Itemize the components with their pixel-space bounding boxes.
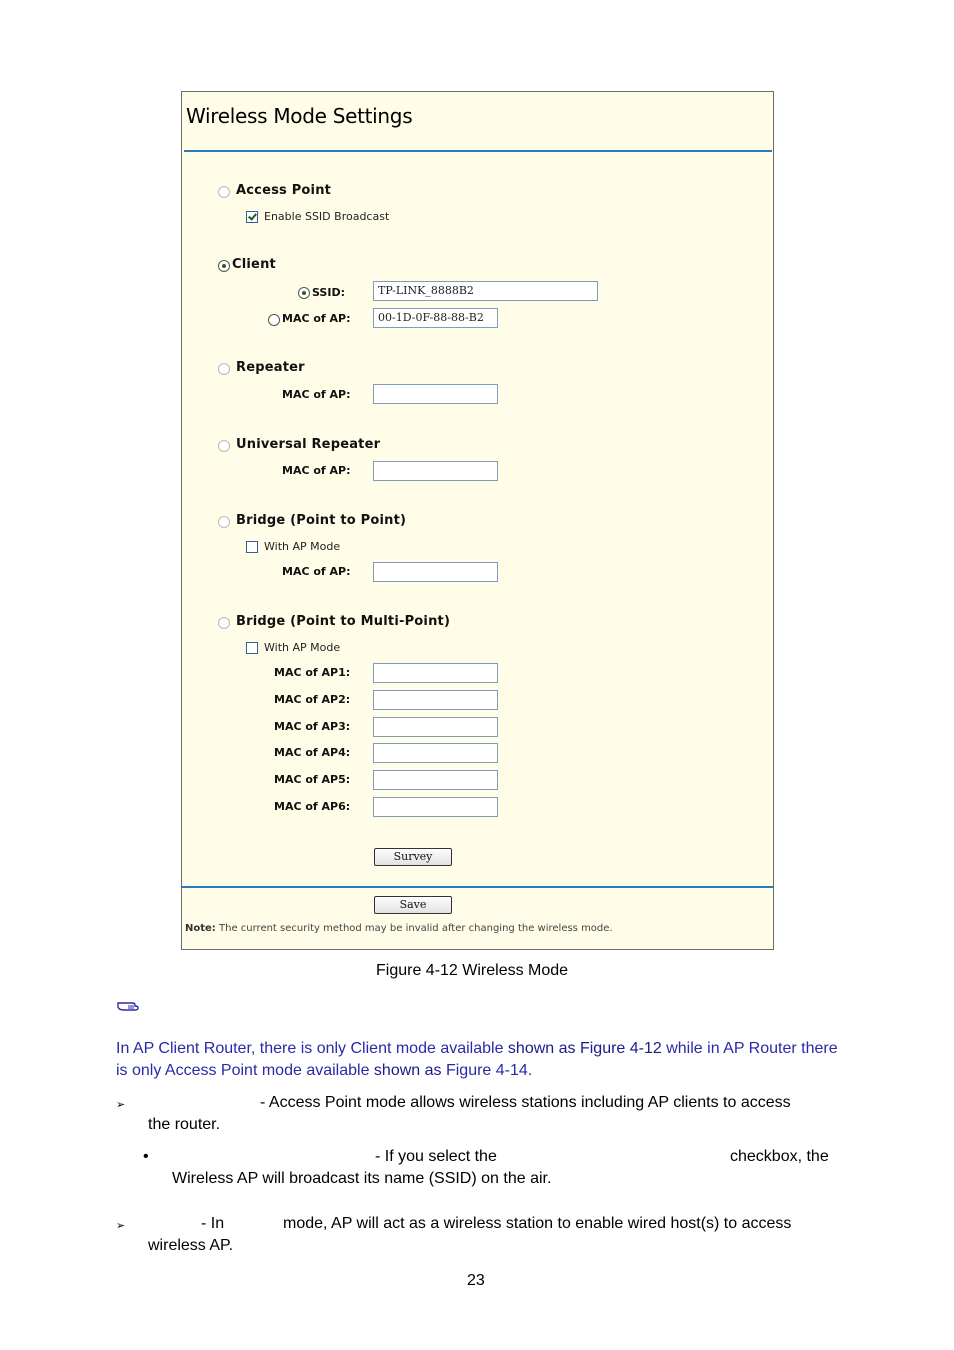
figure-caption: Figure 4-12 Wireless Mode: [376, 962, 569, 979]
bridge-p2p-mac-input[interactable]: [373, 562, 498, 582]
client-mac-radio[interactable]: [268, 314, 280, 326]
client-desc-cont: wireless AP.: [148, 1237, 234, 1254]
bridge-p2mp-with-ap-checkbox[interactable]: [246, 642, 258, 654]
client-desc-a: - In: [201, 1215, 225, 1232]
access-point-desc-cont: the router.: [148, 1116, 221, 1133]
bridge-p2mp-mac-label-3: MAC of AP3:: [274, 720, 351, 733]
ssid-broadcast-desc-cont: Wireless AP will broadcast its name (SSID) on the air.: [172, 1170, 552, 1187]
page-number: 23: [467, 1272, 485, 1289]
bridge-p2mp-with-ap-label: With AP Mode: [264, 641, 341, 654]
bridge-p2p-label: Bridge (Point to Point): [236, 513, 407, 528]
bridge-p2mp-mac-input-2[interactable]: [373, 690, 498, 710]
bridge-p2mp-mac-label-4: MAC of AP4:: [274, 746, 351, 759]
info-text-4: shown as: [373, 1062, 442, 1079]
bridge-p2mp-mac-label-5: MAC of AP5:: [274, 773, 351, 786]
client-mac-input[interactable]: 00-1D-0F-88-88-B2: [373, 308, 498, 328]
client-radio[interactable]: [218, 260, 230, 272]
ssid-broadcast-desc-b: checkbox, the: [730, 1148, 829, 1165]
client-ssid-label: SSID:: [312, 286, 345, 299]
info-text-5: Figure 4-14.: [441, 1062, 533, 1079]
bridge-p2mp-mac-label-2: MAC of AP2:: [274, 693, 351, 706]
info-paragraph: [116, 1038, 840, 1082]
bridge-p2p-radio[interactable]: [218, 516, 230, 528]
bridge-p2p-with-ap-checkbox[interactable]: [246, 541, 258, 553]
client-label: Client: [232, 257, 276, 272]
bridge-p2p-mac-label: MAC of AP:: [282, 565, 351, 578]
client-ssid-radio[interactable]: [298, 287, 310, 299]
footer-divider: [182, 886, 773, 888]
bridge-p2mp-mac-label-1: MAC of AP1:: [274, 666, 351, 679]
info-text-2: shown as Figure 4-12: [507, 1040, 662, 1057]
universal-repeater-label: Universal Repeater: [236, 437, 381, 452]
ssid-broadcast-desc-a: - If you select the: [375, 1148, 497, 1165]
client-ssid-input[interactable]: TP-LINK_8888B2: [373, 281, 598, 301]
repeater-mac-input[interactable]: [373, 384, 498, 404]
universal-repeater-radio[interactable]: [218, 440, 230, 452]
bridge-p2mp-mac-label-6: MAC of AP6:: [274, 800, 351, 813]
note-text: The current security method may be invalid after changing the wireless mode.: [219, 923, 613, 934]
arrow-bullet-icon: ➢: [116, 1099, 126, 1111]
arrow-bullet-icon: ➢: [116, 1220, 126, 1232]
client-mac-label: MAC of AP:: [282, 312, 351, 325]
info-text-1: In AP Client Router, there is only Client mode available: [116, 1040, 508, 1057]
bridge-p2mp-mac-input-1[interactable]: [373, 663, 498, 683]
bridge-p2mp-mac-input-3[interactable]: [373, 717, 498, 737]
access-point-radio[interactable]: [218, 186, 230, 198]
survey-button[interactable]: Survey: [374, 848, 452, 866]
note-label: Note:: [185, 923, 216, 934]
enable-ssid-broadcast-checkbox[interactable]: [246, 211, 258, 223]
client-desc-b: mode, AP will act as a wireless station to enable wired host(s) to access: [283, 1215, 792, 1232]
bridge-p2mp-mac-input-6[interactable]: [373, 797, 498, 817]
panel-title: Wireless Mode Settings: [186, 104, 413, 128]
enable-ssid-broadcast-label: Enable SSID Broadcast: [264, 210, 390, 223]
pointing-hand-icon: [116, 997, 142, 1018]
info-text-3: while in AP Router there is only Access Point mode available: [116, 1040, 838, 1079]
dot-bullet-icon: •: [143, 1148, 149, 1165]
bridge-p2mp-radio[interactable]: [218, 617, 230, 629]
repeater-radio[interactable]: [218, 363, 230, 375]
repeater-label: Repeater: [236, 360, 305, 375]
bridge-p2mp-mac-input-5[interactable]: [373, 770, 498, 790]
bridge-p2mp-label: Bridge (Point to Multi-Point): [236, 614, 451, 629]
universal-repeater-mac-input[interactable]: [373, 461, 498, 481]
universal-repeater-mac-label: MAC of AP:: [282, 464, 351, 477]
bridge-p2p-with-ap-label: With AP Mode: [264, 540, 341, 553]
access-point-desc: - Access Point mode allows wireless stations including AP clients to access: [260, 1094, 791, 1111]
title-divider: [184, 150, 772, 152]
bridge-p2mp-mac-input-4[interactable]: [373, 743, 498, 763]
access-point-label: Access Point: [236, 183, 332, 198]
security-note: [185, 923, 613, 934]
wireless-mode-settings-panel: [181, 91, 774, 950]
repeater-mac-label: MAC of AP:: [282, 388, 351, 401]
save-button[interactable]: Save: [374, 896, 452, 914]
